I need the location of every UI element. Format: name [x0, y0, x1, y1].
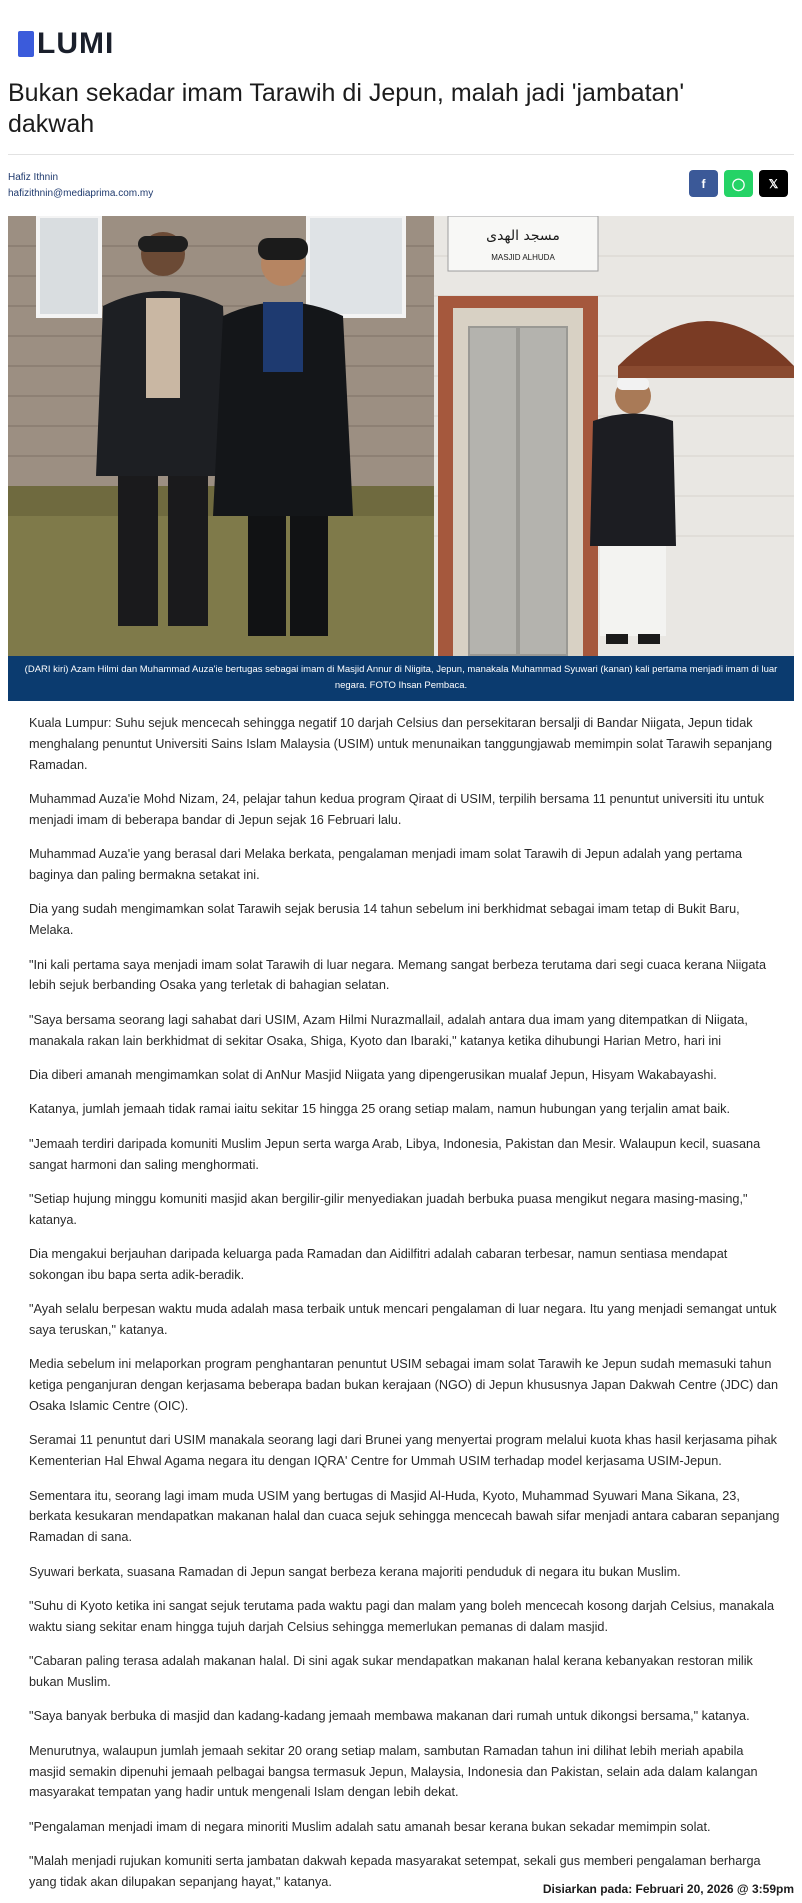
whatsapp-icon: ◯: [731, 176, 746, 191]
paragraph: Menurutnya, walaupun jumlah jemaah sekitar 20 orang setiap malam, sambutan Ramadan tahun ini dilihat lebih meriah apabila masjid semakin dipenuhi jemaah pelbagai bangsa termasuk Jepun, Malaysia, Indonesia dan Pakistan, selain ada dalam kalangan masyarakat tempatan yang hadir untuk mengenali Islam dengan lebih dekat.: [29, 1743, 758, 1800]
paragraph: Kuala Lumpur: Suhu sejuk mencecah sehingga negatif 10 darjah Celsius dan persekitaran bersalji di Bandar Niigata, Jepun tidak menghalang penuntut Universiti Sains Islam Malaysia (USIM) untuk menunaikan tanggungjawab memimpin solat Tarawih sepanjang Ramadan.: [29, 716, 773, 772]
title-divider: [8, 154, 794, 155]
paragraph: Syuwari berkata, suasana Ramadan di Jepun sangat berbeza kerana majoriti penduduk di negara itu bukan Muslim.: [29, 1564, 681, 1579]
paragraph: "Jemaah terdiri daripada komuniti Muslim Jepun serta warga Arab, Libya, Indonesia, Pakistan dan Mesir. Walaupun kecil, suasana sangat harmoni dan saling menghormati.: [29, 1136, 761, 1172]
paragraph: Muhammad Auza'ie yang berasal dari Melaka berkata, pengalaman menjadi imam solat Tarawih di Jepun adalah yang pertama baginya dan paling bermakna setakat ini.: [29, 847, 743, 882]
published-date: Disiarkan pada: Februari 20, 2026 @ 3:59pm: [542, 1882, 794, 1896]
paragraph: Dia yang sudah mengimamkan solat Tarawih sejak berusia 14 tahun sebelum ini berkhidmat sebagai imam tetap di Bukit Baru, Melaka.: [29, 902, 740, 938]
paragraph: Dia mengakui berjauhan daripada keluarga pada Ramadan dan Aidilfitri adalah cabaran terbesar, namun sentiasa mendapat sokongan ibu bapa serta adik-beradik.: [29, 1247, 728, 1282]
paragraph: Katanya, jumlah jemaah tidak ramai iaitu sekitar 15 hingga 25 orang setiap malam, namun hubungan yang terjalin amat baik.: [29, 1102, 731, 1117]
paragraph: "Cabaran paling terasa adalah makanan halal. Di sini agak sukar mendapatkan makanan halal kerana kebanyakan restoran milik bukan Muslim.: [29, 1654, 753, 1689]
author-email[interactable]: hafizithnin@mediaprima.com.my: [8, 188, 154, 199]
share-whatsapp-button[interactable]: [724, 170, 753, 197]
paragraph: "Pengalaman menjadi imam di negara minoriti Muslim adalah satu amanah besar kerana bukan sekadar memimpin solat.: [29, 1819, 711, 1834]
article-body: [29, 713, 781, 1903]
paragraph: Seramai 11 penuntut dari USIM manakala seorang lagi dari Brunei yang menyertai program melalui kuota khas hasil kerjasama pihak Kementerian Hal Ehwal Agama negara itu dengan IQRA' Centre for Ummah USIM terhadap model kerjasama USIM-Jepun.: [29, 1433, 778, 1469]
paragraph: "Suhu di Kyoto ketika ini sangat sejuk terutama pada waktu pagi dan malam yang boleh mencecah kosong darjah Celsius, manakala waktu siang sekitar enam hingga tujuh darjah Celsius sehingga memerlukan pemanas di dalam masjid.: [29, 1599, 775, 1634]
paragraph: Muhammad Auza'ie Mohd Nizam, 24, pelajar tahun kedua program Qiraat di USIM, terpilih bersama 11 penuntut universiti itu untuk menjadi imam di beberapa bandar di Jepun sejak 16 Februari lalu.: [29, 791, 764, 827]
paragraph: Media sebelum ini melaporkan program penghantaran penuntut USIM sebagai imam solat Tarawih ke Jepun sudah memasuki tahun ketiga penganjuran dengan kerjasama beberapa badan bukan kerajaan (NGO) di Jepun khususnya Japan Dakwah Centre (JDC) dan Osaka Islamic Centre (OIC).: [29, 1357, 779, 1414]
sign-latin: MASJID ALHUDA: [491, 253, 555, 262]
logo-mark: [18, 31, 34, 57]
paragraph: "Malah menjadi rujukan komuniti serta jambatan dakwah kepada masyarakat setempat, sekali gus memberi pengalaman berharga yang tidak akan dilupakan sepanjang hayat," katanya.: [29, 1854, 761, 1889]
article-photo: [8, 216, 794, 656]
logo-wordmark: LUMI: [37, 27, 115, 60]
article-title: Bukan sekadar imam Tarawih di Jepun, malah jadi 'jambatan' dakwah: [8, 79, 685, 138]
paragraph: "Setiap hujung minggu komuniti masjid akan bergilir-gilir menyediakan juadah berbuka puasa mengikut negara masing-masing," katanya.: [29, 1191, 748, 1227]
paragraph: Dia diberi amanah mengimamkan solat di AnNur Masjid Niigata yang dipengerusikan mualaf Jepun, Hisyam Wakabayashi.: [29, 1067, 717, 1082]
author-block: [8, 170, 153, 202]
author-name[interactable]: Hafiz Ithnin: [8, 172, 59, 183]
x-icon: 𝕏: [768, 176, 779, 191]
share-x-button[interactable]: [759, 170, 788, 197]
site-logo[interactable]: [18, 27, 115, 60]
paragraph: Sementara itu, seorang lagi imam muda USIM yang bertugas di Masjid Al-Huda, Kyoto, Muhammad Syuwari Mana Sikana, 23, berkata kesukaran mendapatkan makanan halal dan cuaca sejuk sehingga mencecah bawah sifar menjadi antara cabaran sepanjang Ramadan di sana.: [29, 1488, 780, 1545]
paragraph: "Ini kali pertama saya menjadi imam solat Tarawih di luar negara. Memang sangat berbeza terutama dari segi cuaca kerana Niigata lebih sejuk berbanding Osaka yang terletak di bahagian selatan.: [29, 957, 767, 993]
paragraph: "Saya banyak berbuka di masjid dan kadang-kadang jemaah membawa makanan dari rumah untuk dikongsi bersama," katanya.: [29, 1709, 750, 1724]
paragraph: "Ayah selalu berpesan waktu muda adalah masa terbaik untuk mencari pengalaman di luar negara. Itu yang menjadi semangat untuk saya teruskan," katanya.: [29, 1302, 777, 1338]
facebook-icon: f: [701, 176, 706, 191]
photo-caption: (DARI kiri) Azam Hilmi dan Muhammad Auza'ie bertugas sebagai imam di Masjid Annur di Niigita, Jepun, manakala Muhammad Syuwari (kanan) kali pertama menjadi imam di luar negara. FOTO Ihsan Pembaca.: [8, 656, 794, 701]
sign-arabic: مسجد الهدى: [486, 228, 560, 244]
paragraph: "Saya bersama seorang lagi sahabat dari USIM, Azam Hilmi Nurazmallail, adalah antara dua imam yang ditempatkan di Niigata, manakala rakan lain berkhidmat di sekitar Osaka, Shiga, Kyoto dan Ibaraki," katanya ketika dihubungi Harian Metro, hari ini: [29, 1012, 748, 1048]
share-facebook-button[interactable]: [689, 170, 718, 197]
